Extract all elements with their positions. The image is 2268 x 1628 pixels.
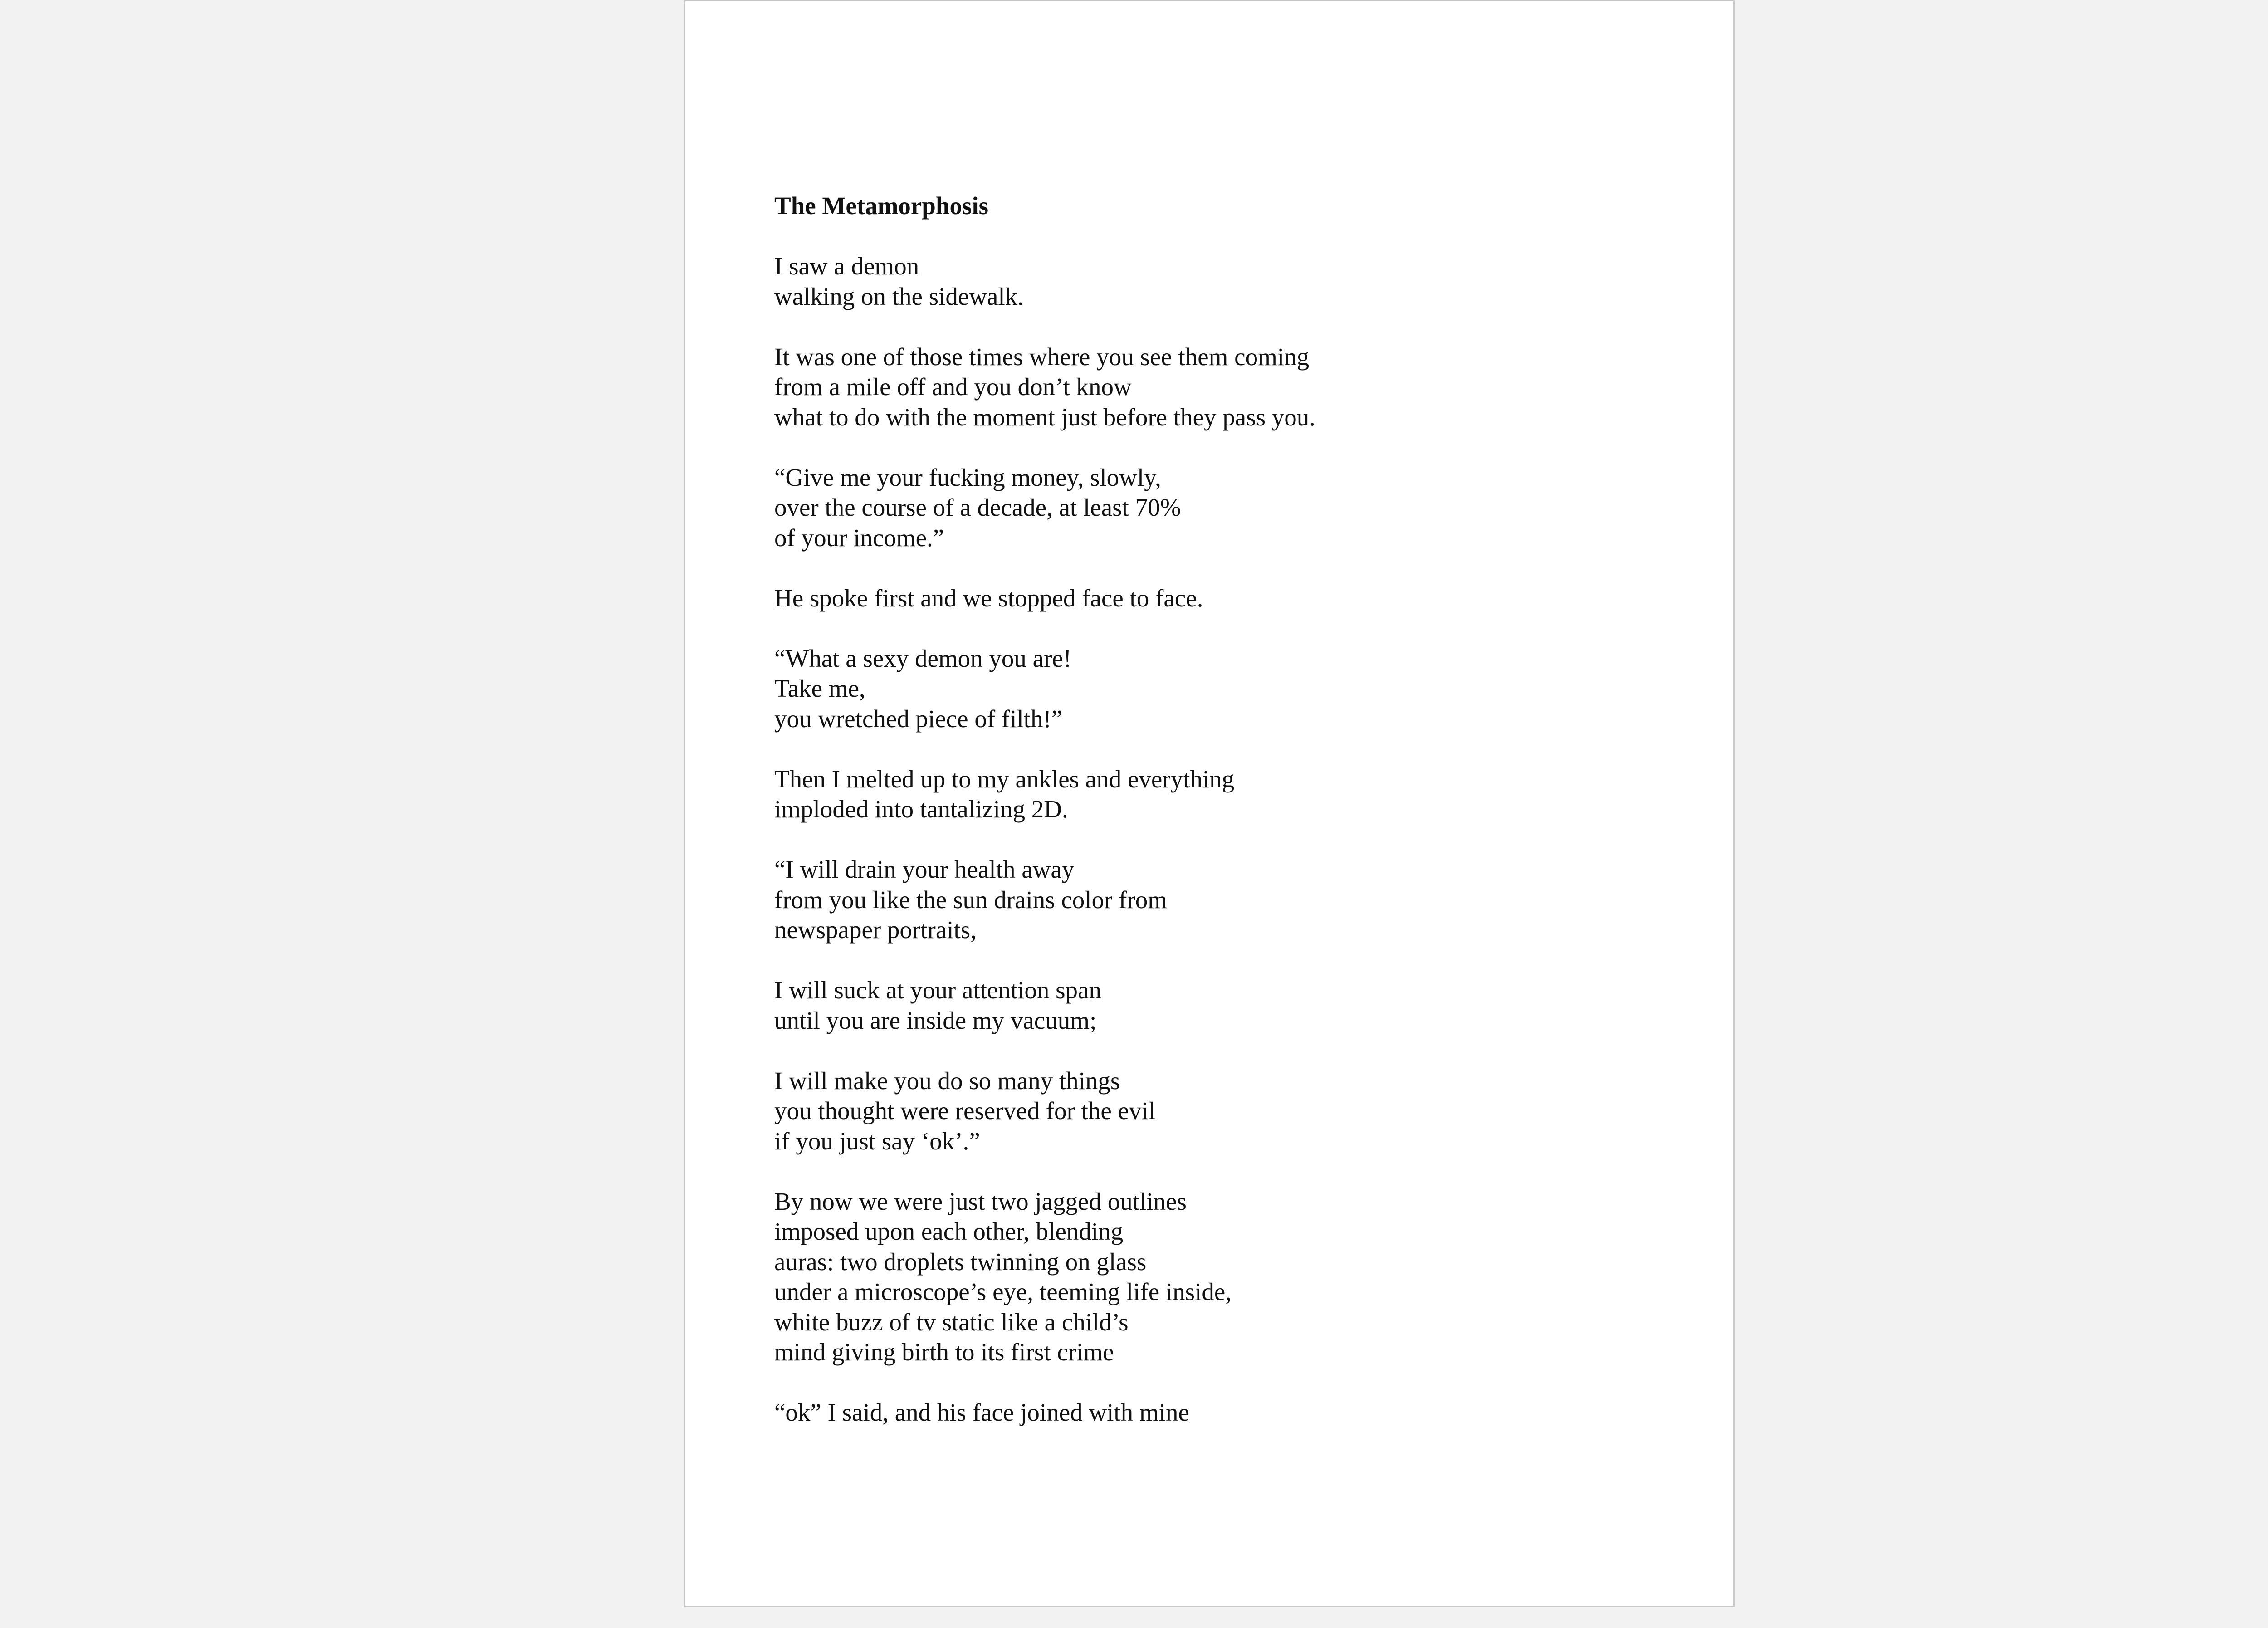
poem-line: He spoke first and we stopped face to face. <box>774 584 1203 612</box>
poem-line: Take me, <box>774 675 865 702</box>
poem-line: By now we were just two jagged outlines <box>774 1187 1187 1215</box>
poem-line: you thought were reserved for the evil <box>774 1097 1155 1124</box>
stanza <box>774 1398 1636 1428</box>
stanza <box>774 975 1636 1036</box>
poem-line: newspaper portraits, <box>774 916 977 944</box>
poem-line: what to do with the moment just before they pass you. <box>774 403 1316 431</box>
poem-line: under a microscope’s eye, teeming life inside, <box>774 1278 1232 1305</box>
poem-line: I saw a demon <box>774 252 919 280</box>
poem-title: The Metamorphosis <box>774 192 989 220</box>
poem-line: “What a sexy demon you are! <box>774 644 1072 672</box>
poem-line: mind giving birth to its first crime <box>774 1338 1114 1366</box>
poem-line: if you just say ‘ok’.” <box>774 1127 980 1155</box>
poem-line: you wretched piece of filth!” <box>774 704 1063 733</box>
poem-line: of your income.” <box>774 523 944 552</box>
poem-line: imploded into tantalizing 2D. <box>774 795 1068 823</box>
poem-line: Then I melted up to my ankles and everything <box>774 765 1235 793</box>
poem-line: auras: two droplets twinning on glass <box>774 1247 1147 1276</box>
poem-line: walking on the sidewalk. <box>774 282 1024 310</box>
poem-line: “ok” I said, and his face joined with mine <box>774 1398 1189 1426</box>
poem-line: “I will drain your health away <box>774 856 1075 883</box>
stanza <box>774 463 1636 553</box>
stanza-list <box>774 251 1636 1428</box>
poem-line: imposed upon each other, blending <box>774 1217 1124 1245</box>
poem-line: over the course of a decade, at least 70% <box>774 494 1181 521</box>
stanza <box>774 855 1636 945</box>
poem-line: until you are inside my vacuum; <box>774 1006 1097 1034</box>
document-page <box>684 0 1735 1607</box>
poem-line: from you like the sun drains color from <box>774 885 1168 914</box>
poem-body <box>774 191 1636 1428</box>
poem-line: “Give me your fucking money, slowly, <box>774 463 1161 491</box>
stanza <box>774 764 1636 825</box>
poem-line: I will make you do so many things <box>774 1066 1120 1095</box>
stanza <box>774 251 1636 312</box>
stanza <box>774 342 1636 433</box>
poem-line: I will suck at your attention span <box>774 976 1101 1004</box>
poem-line: from a mile off and you don’t know <box>774 373 1132 401</box>
poem-line: It was one of those times where you see them coming <box>774 342 1310 371</box>
stanza <box>774 1066 1636 1157</box>
poem-line: white buzz of tv static like a child’s <box>774 1308 1129 1336</box>
stanza <box>774 583 1636 614</box>
stanza <box>774 644 1636 734</box>
stanza <box>774 1187 1636 1368</box>
